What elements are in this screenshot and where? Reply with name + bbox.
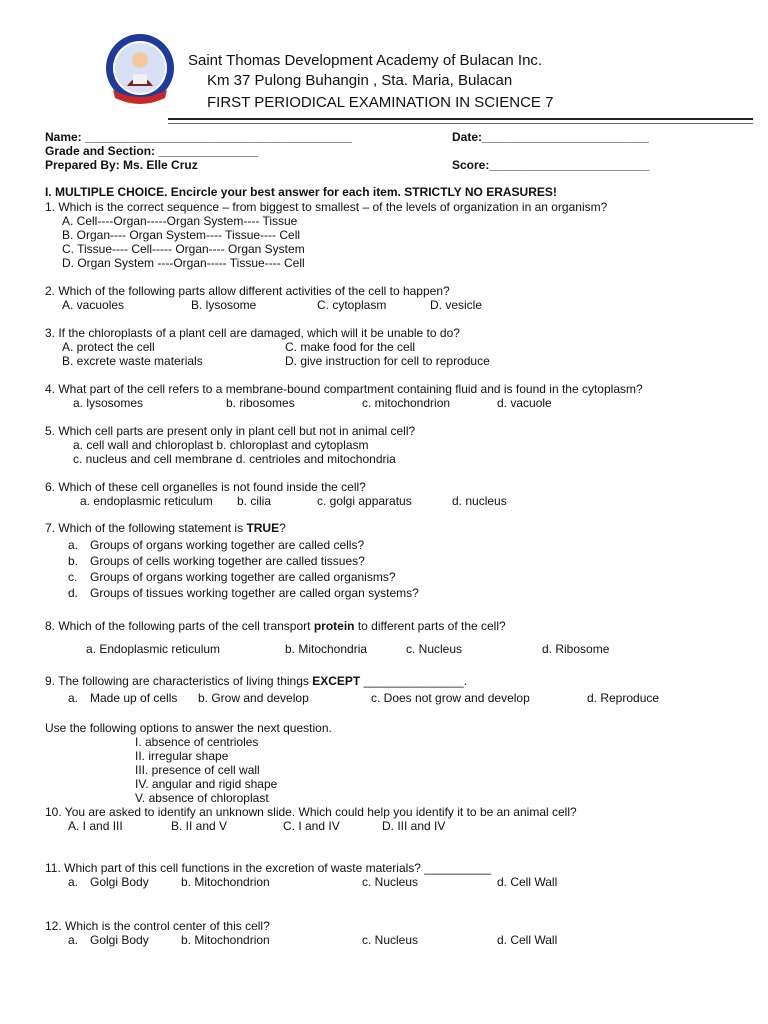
q7-option-b: Groups of cells working together are called tissues? [90, 554, 365, 568]
q2-option-a: A. vacuoles [62, 298, 125, 312]
date-field: Date:_________________________ [452, 130, 649, 144]
q3-option-a: A. protect the cell [62, 340, 155, 354]
q7-text-bold: TRUE [246, 521, 280, 535]
q1-option-b: B. Organ---- Organ System---- Tissue---- Cell [62, 228, 301, 242]
question-4: 4. What part of the cell refers to a membrane-bound compartment containing fluid and is found in the cytoplasm? [45, 382, 643, 396]
question-11: 11. Which part of this cell functions in the excretion of waste materials? __________ [45, 861, 492, 875]
q7-text-post: ? [279, 521, 286, 535]
school-address: Km 37 Pulong Buhangin , Sta. Maria, Bulacan [207, 72, 513, 89]
q11-option-d: d. Cell Wall [497, 875, 558, 889]
option-item-4: IV. angular and rigid shape [135, 777, 278, 791]
score-field: Score:________________________ [452, 158, 650, 172]
q4-option-c: c. mitochondrion [362, 396, 451, 410]
q12-letter-a: a. [68, 933, 79, 947]
q9-option-c: c. Does not grow and develop [371, 691, 530, 705]
q12-option-c: c. Nucleus [362, 933, 419, 947]
question-8 [45, 619, 506, 633]
q4-option-a: a. lysosomes [73, 396, 144, 410]
q9-text-pre: 9. The following are characteristics of living things [45, 674, 313, 688]
question-10: 10. You are asked to identify an unknown slide. Which could help you identify it to be an animal cell? [45, 805, 577, 819]
q1-option-a: A. Cell----Organ-----Organ System---- Tissue [62, 214, 298, 228]
q10-option-d: D. III and IV [382, 819, 446, 833]
option-item-2: II. irregular shape [135, 749, 229, 763]
q4-option-d: d. vacuole [497, 396, 552, 410]
q7-letter-c: c. [68, 570, 78, 584]
grade-section-field: Grade and Section: _______________ [45, 144, 259, 158]
q7-option-a: Groups of organs working together are called cells? [90, 538, 365, 552]
q12-option-b: b. Mitochondrion [181, 933, 270, 947]
q2-option-b: B. lysosome [191, 298, 257, 312]
q6-option-c: c. golgi apparatus [317, 494, 412, 508]
q9-option-b: b. Grow and develop [198, 691, 309, 705]
q7-letter-d: d. [68, 586, 79, 600]
name-field: Name: ________________________________________ [45, 130, 352, 144]
q9-text-post: _______________. [360, 674, 468, 688]
q1-option-c: C. Tissue---- Cell----- Organ---- Organ System [62, 242, 305, 256]
q9-letter-a: a. [68, 691, 79, 705]
q11-option-b: b. Mitochondrion [181, 875, 270, 889]
q2-option-c: C. cytoplasm [317, 298, 387, 312]
q7-letter-a: a. [68, 538, 79, 552]
question-5: 5. Which cell parts are present only in plant cell but not in animal cell? [45, 424, 416, 438]
options-intro: Use the following options to answer the next question. [45, 721, 332, 735]
q8-option-b: b. Mitochondria [285, 642, 368, 656]
q9-option-a: Made up of cells [90, 691, 178, 705]
q8-text-bold: protein [313, 619, 355, 633]
school-seal-logo [105, 30, 175, 108]
q10-option-c: C. I and IV [283, 819, 340, 833]
q10-option-a: A. I and III [68, 819, 123, 833]
q8-text-pre: 8. Which of the following parts of the cell transport [45, 619, 314, 633]
q6-option-a: a. endoplasmic reticulum [80, 494, 213, 508]
header-rule [168, 118, 753, 120]
school-name: Saint Thomas Development Academy of Bulacan Inc. [188, 52, 543, 69]
question-1: 1. Which is the correct sequence – from biggest to smallest – of the levels of organization in an organism? [45, 200, 608, 214]
prepared-by: Prepared By: Ms. Elle Cruz [45, 158, 198, 172]
q9-option-d: d. Reproduce [587, 691, 660, 705]
q8-text-post: to different parts of the cell? [354, 619, 506, 633]
question-3: 3. If the chloroplasts of a plant cell are damaged, which will it be unable to do? [45, 326, 460, 340]
q11-letter-a: a. [68, 875, 79, 889]
question-12: 12. Which is the control center of this cell? [45, 919, 270, 933]
header-rule-thin [168, 123, 753, 124]
question-7 [45, 521, 286, 535]
q12-option-a: Golgi Body [90, 933, 149, 947]
q12-option-d: d. Cell Wall [497, 933, 558, 947]
option-item-5: V. absence of chloroplast [135, 791, 269, 805]
q3-option-d: D. give instruction for cell to reproduce [285, 354, 490, 368]
q8-option-c: c. Nucleus [406, 642, 463, 656]
q11-option-c: c. Nucleus [362, 875, 419, 889]
option-item-3: III. presence of cell wall [135, 763, 260, 777]
q1-option-d: D. Organ System ----Organ----- Tissue---- Cell [62, 256, 305, 270]
q10-option-b: B. II and V [171, 819, 228, 833]
q7-text-pre: 7. Which of the following statement is [45, 521, 247, 535]
q5-options-line2: c. nucleus and cell membrane d. centrioles and mitochondria [73, 452, 396, 466]
q7-option-d: Groups of tissues working together are called organ systems? [90, 586, 419, 600]
q9-text-bold: EXCEPT [312, 674, 361, 688]
question-9 [45, 674, 467, 688]
q7-option-c: Groups of organs working together are called organisms? [90, 570, 396, 584]
q5-options-line1: a. cell wall and chloroplast b. chloroplast and cytoplasm [73, 438, 369, 452]
q11-option-a: Golgi Body [90, 875, 149, 889]
option-item-1: I. absence of centrioles [135, 735, 259, 749]
q3-option-c: C. make food for the cell [285, 340, 416, 354]
question-2: 2. Which of the following parts allow different activities of the cell to happen? [45, 284, 450, 298]
q8-option-a: a. Endoplasmic reticulum [86, 642, 221, 656]
section-instructions: I. MULTIPLE CHOICE. Encircle your best answer for each item. STRICTLY NO ERASURES! [45, 185, 557, 199]
q8-option-d: d. Ribosome [542, 642, 610, 656]
q6-option-b: b. cilia [237, 494, 272, 508]
q6-option-d: d. nucleus [452, 494, 507, 508]
exam-title: FIRST PERIODICAL EXAMINATION IN SCIENCE 7 [207, 94, 554, 111]
q7-letter-b: b. [68, 554, 79, 568]
question-6: 6. Which of these cell organelles is not found inside the cell? [45, 480, 366, 494]
q2-option-d: D. vesicle [430, 298, 483, 312]
q3-option-b: B. excrete waste materials [62, 354, 203, 368]
q4-option-b: b. ribosomes [226, 396, 295, 410]
